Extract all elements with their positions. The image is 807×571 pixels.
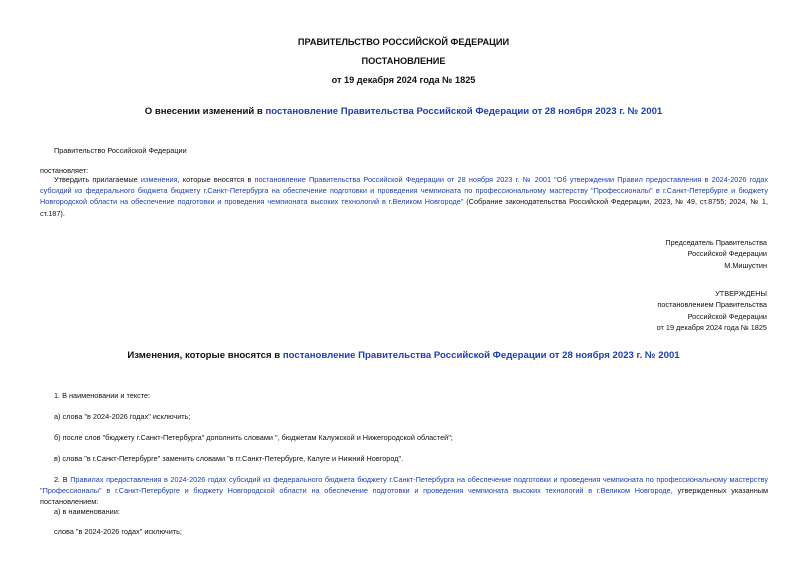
item-1c: в) слова "в г.Санкт-Петербурге" заменить словами "в гг.Санкт-Петербурге, Калуге и Нижний Новгород". — [54, 454, 404, 463]
government-heading: ПРАВИТЕЛЬСТВО РОССИЙСКОЙ ФЕДЕРАЦИИ — [297, 37, 510, 47]
decree-paragraph — [40, 174, 768, 219]
decides-line: постановляет: — [40, 166, 89, 175]
item-1: 1. В наименовании и тексте: — [54, 391, 151, 400]
item-2 — [40, 474, 768, 508]
approved-by: постановлением Правительства — [657, 300, 767, 310]
document-type: ПОСТАНОВЛЕНИЕ — [361, 56, 446, 66]
signature-block — [665, 237, 767, 271]
signature-position: Председатель Правительства — [665, 238, 767, 247]
item-2a-text: слова "в 2024-2026 годах" исключить; — [54, 527, 182, 536]
item-2a: а) в наименовании: — [54, 507, 120, 516]
item-2-text-1: 2. В — [54, 475, 71, 484]
item-2-text-2: , утвержденных указанным постановлением: — [40, 486, 768, 507]
rules-link[interactable]: Правилах предоставления в 2024-2026 годах субсидий из федерального бюджета бюджету г.Санкт-Петербурга на обеспечение подготовки и проведения чемпионата по профессиональному мастерству "Профессионалы" в г.Санкт-Петербурге и бюджету Новгородской области на обеспечение подготовки и проведения чемпионата высоких технологий в г.Великом Новгороде — [40, 475, 768, 496]
government-line: Правительство Российской Федерации — [54, 146, 187, 155]
resolution-link[interactable]: постановление Правительства Российской Федерации от 28 ноября 2023 г. № 2001 "Об утверждении Правил предоставления в 2024-2026 годах субсидий из федерального бюджета бюджету г.Санкт-Петербурга на обеспечение подготовки и проведения чемпионата по профессиональному мастерству "Профессионалы" в г.Санкт-Петербурге и бюджету Новгородской области на обеспечение подготовки и проведения чемпионата высоких технологий в г.Великом Новгороде" — [40, 175, 769, 207]
changes-title — [0, 350, 807, 361]
approval-block — [657, 288, 767, 333]
decree-text-2: , которые вносятся в — [177, 175, 255, 184]
title-link[interactable]: постановление Правительства Российской Федерации от 28 ноября 2023 г. № 2001 — [265, 106, 663, 117]
approved-label: УТВЕРЖДЕНЫ — [715, 289, 767, 298]
decree-text-3: (Собрание законодательства Российской Федерации, 2023, № 49, ст.8755; 2024, № 1, ст.187). — [40, 197, 768, 218]
signature-country: Российской Федерации — [687, 249, 767, 259]
approved-country: Российской Федерации — [687, 311, 767, 321]
decree-text-1: Утвердить прилагаемые — [54, 175, 141, 184]
item-1b: б) после слов "бюджету г.Санкт-Петербурга" дополнить словами ", бюджетам Калужской и Нижегородской областей"; — [54, 433, 453, 442]
item-1a: а) слова "в 2024-2026 годах" исключить; — [54, 412, 191, 421]
title-prefix: О внесении изменений в — [144, 106, 266, 117]
approved-date: от 19 декабря 2024 года № 1825 — [656, 322, 767, 332]
document-title — [0, 106, 807, 117]
signature-name: М.Мишустин — [724, 260, 767, 270]
document-date-number: от 19 декабря 2024 года № 1825 — [331, 75, 476, 85]
changes-title-prefix: Изменения, которые вносятся в — [127, 350, 283, 361]
changes-title-link[interactable]: постановление Правительства Российской Федерации от 28 ноября 2023 г. № 2001 — [282, 350, 680, 361]
changes-link[interactable]: изменения — [140, 175, 178, 184]
